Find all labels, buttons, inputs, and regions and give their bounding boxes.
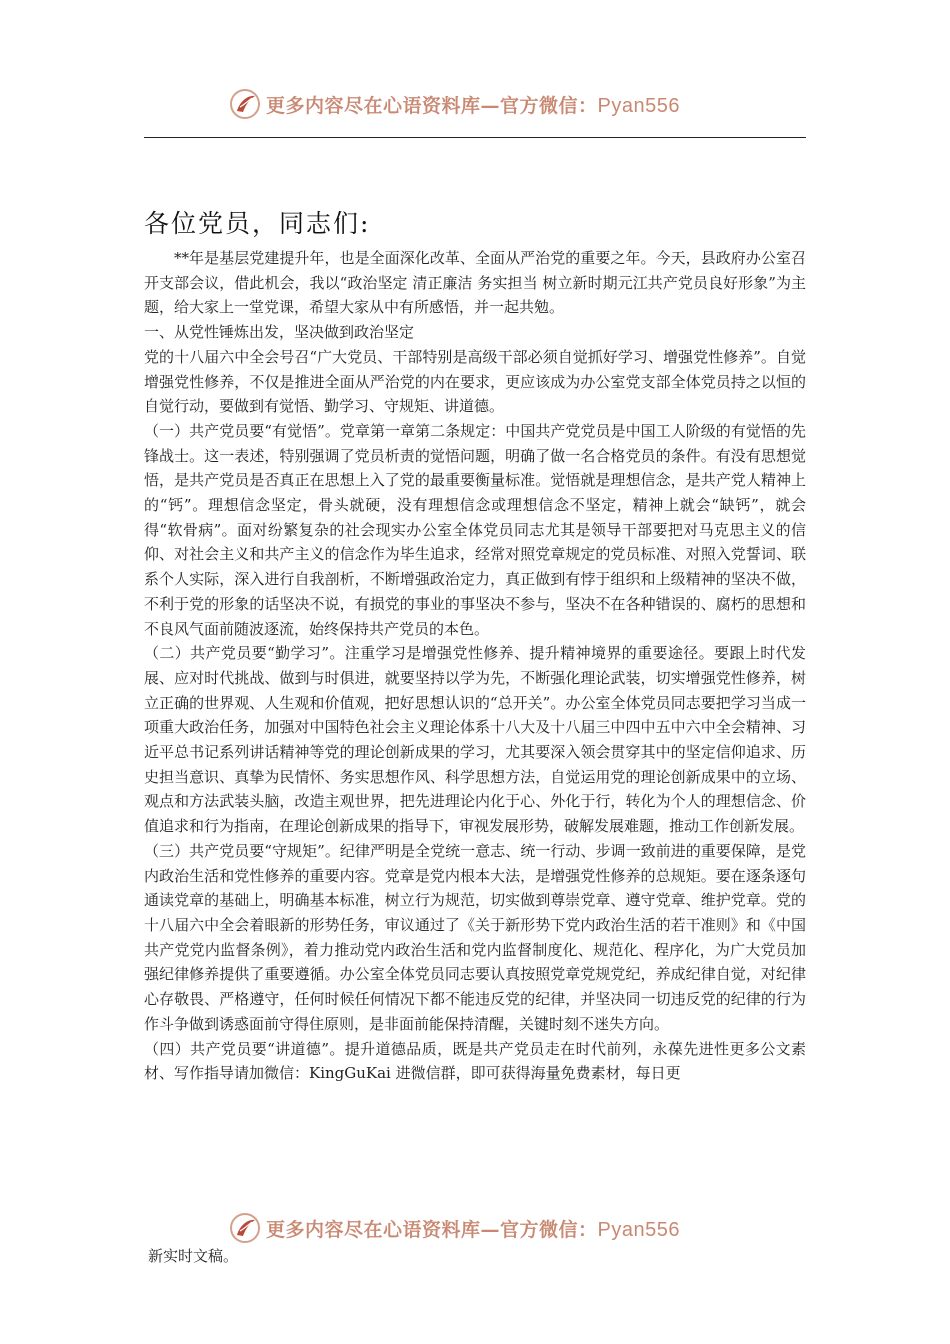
paragraph: （二）共产党员要“勤学习”。注重学习是增强党性修养、提升精神境界的重要途径。要跟上时代发展、应对时代挑战、做到与时俱进，就要坚持以学为先，不断强化理论武装，切实增强党性修养，树立正确的世界观、人生观和价值观，把好思想认识的“总开关”。办公室全体党员同志要把学习当成一项重大政治任务，加强对中国特色社会主义理论体系十八大及十八届三中四中五中六中全会精神、习近平总书记系列讲话精神等党的理论创新成果的学习，尤其要深入领会贯穿其中的坚定信仰追求、历史担当意识、真挚为民情怀、务实思想作风、科学思想方法，自觉运用党的理论创新成果中的立场、观点和方法武装头脑，改造主观世界，把先进理论内化于心、外化于行，转化为个人的理想信念、价值追求和行为指南，在理论创新成果的指导下，审视发展形势，破解发展难题，推动工作创新发展。 bbox=[144, 644, 806, 836]
watermark-footer bbox=[228, 1208, 748, 1248]
logo-icon bbox=[228, 1211, 262, 1245]
watermark-header bbox=[228, 84, 748, 124]
document-body bbox=[144, 246, 806, 1086]
page-title: 各位党员，同志们: bbox=[144, 209, 371, 238]
paragraph: （一）共产党员要“有觉悟”。党章第一章第二条规定：中国共产党党员是中国工人阶级的有觉悟的先锋战士。这一表述，特别强调了党员析责的觉悟问题，明确了做一名合格党员的条件。有没有思想觉悟，是共产党员是否真正在思想上入了党的最重要衡量标准。觉悟就是理想信念，是共产党人精神上的“钙”。理想信念坚定，骨头就硬，没有理想信念或理想信念不坚定，精神上就会“缺钙”，就会得“软骨病”。面对纷繁复杂的社会现实办公室全体党员同志尤其是领导干部要把对马克思主义的信仰、对社会主义和共产主义的信念作为毕生追求，经常对照党章规定的党员标准、对照入党誓词、联系个人实际，深入进行自我剖析，不断增强政治定力，真正做到有悖于组织和上级精神的坚决不做，不利于党的形象的话坚决不说，有损党的事业的事坚决不参与，坚决不在各种错误的、腐朽的思想和不良风气面前随波逐流，始终保持共产党员的本色。 bbox=[144, 421, 806, 638]
header-divider bbox=[144, 137, 806, 138]
watermark-text: 更多内容尽在心语资料库—官方微信：Pyan556 bbox=[266, 94, 680, 117]
paragraph: **年是基层党建提升年，也是全面深化改革、全面从严治党的重要之年。今天，县政府办公室召开支部会议，借此机会，我以“政治坚定 清正廉洁 务实担当 树立新时期元江共产党员良好形象”为主题，给大家上一堂党课，希望大家从中有所感悟，并一起共勉。 bbox=[144, 249, 806, 317]
paragraph: （三）共产党员要“守规矩”。纪律严明是全党统一意志、统一行动、步调一致前进的重要保障，是党内政治生活和党性修养的重要内容。党章是党内根本大法，是增强党性修养的总规矩。要在逐条逐句通读党章的基础上，明确基本标准，树立行为规范，切实做到尊崇党章、遵守党章、维护党章。党的十八届六中全会着眼新的形势任务，审议通过了《关于新形势下党内政治生活的若干准则》和《中国共产党党内监督条例》，着力推动党内政治生活和党内监督制度化、规范化、程序化，为广大党员加强纪律修养提供了重要遵循。办公室全体党员同志要认真按照党章党规党纪，养成纪律自觉，对纪律心存敬畏、严格遵守，任何时候任何情况下都不能违反党的纪律，并坚决同一切违反党的纪律的行为作斗争做到诱惑面前守得住原则，是非面前能保持清醒，关键时刻不迷失方向。 bbox=[144, 841, 806, 1033]
section-heading: 一、从党性锤炼出发，坚决做到政治坚定 bbox=[144, 323, 415, 342]
watermark-text: 更多内容尽在心语资料库—官方微信：Pyan556 bbox=[266, 1218, 680, 1241]
tail-text: 新实时文稿。 bbox=[148, 1247, 239, 1265]
logo-icon bbox=[228, 87, 262, 121]
paragraph: （四）共产党员要“讲道德”。提升道德品质，既是共产党员走在时代前列，永葆先进性更多公文素材、写作指导请加微信：KingGuKai 进微信群，即可获得海量免费素材，每日更 bbox=[144, 1039, 806, 1083]
paragraph: 党的十八届六中全会号召“广大党员、干部特别是高级干部必须自觉抓好学习、增强党性修养”。自觉增强党性修养，不仅是推进全面从严治党的内在要求，更应该成为办公室党支部全体党员持之以恒的自觉行动，要做到有觉悟、勤学习、守规矩、讲道德。 bbox=[144, 347, 806, 416]
